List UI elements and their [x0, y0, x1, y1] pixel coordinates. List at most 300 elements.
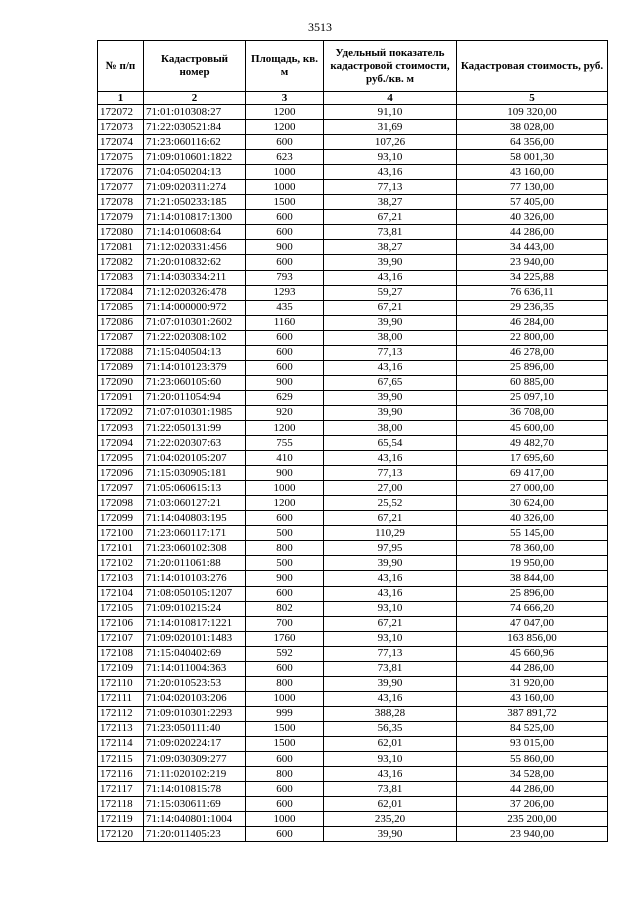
cadastral-number: 71:21:050233:185	[144, 195, 246, 210]
row-index: 172110	[98, 676, 144, 691]
row-index: 172119	[98, 812, 144, 827]
cadastral-number: 71:15:030905:181	[144, 466, 246, 481]
row-index: 172107	[98, 631, 144, 646]
row-index: 172114	[98, 736, 144, 751]
cadastral-cost-value: 31 920,00	[457, 676, 608, 691]
table-row	[98, 812, 608, 827]
row-index: 172115	[98, 752, 144, 767]
area-value: 1500	[246, 195, 324, 210]
cadastral-number: 71:23:060105:60	[144, 375, 246, 390]
area-value: 600	[246, 330, 324, 345]
row-index: 172076	[98, 165, 144, 180]
specific-rate-value: 43,16	[324, 165, 457, 180]
cadastral-cost-value: 58 001,30	[457, 150, 608, 165]
specific-rate-value: 67,21	[324, 300, 457, 315]
cadastral-number: 71:15:040504:13	[144, 345, 246, 360]
cadastral-cost-value: 22 800,00	[457, 330, 608, 345]
cadastral-number: 71:08:050105:1207	[144, 586, 246, 601]
cadastral-number: 71:20:010832:62	[144, 255, 246, 270]
cadastral-number: 71:09:010601:1822	[144, 150, 246, 165]
area-value: 600	[246, 782, 324, 797]
table-row	[98, 120, 608, 135]
table-row	[98, 165, 608, 180]
row-index: 172111	[98, 691, 144, 706]
table-row	[98, 586, 608, 601]
row-index: 172084	[98, 285, 144, 300]
specific-rate-value: 93,10	[324, 150, 457, 165]
area-value: 435	[246, 300, 324, 315]
table-row	[98, 436, 608, 451]
row-index: 172073	[98, 120, 144, 135]
table-row	[98, 195, 608, 210]
table-row	[98, 345, 608, 360]
header-specific-rate: Удельный показатель кадастровой стоимости, руб./кв. м	[324, 41, 457, 92]
cadastral-cost-value: 25 097,10	[457, 390, 608, 405]
area-value: 900	[246, 240, 324, 255]
cadastral-cost-value: 60 885,00	[457, 375, 608, 390]
specific-rate-value: 73,81	[324, 782, 457, 797]
area-value: 900	[246, 466, 324, 481]
page-number: 3513	[308, 20, 332, 34]
table-row	[98, 105, 608, 120]
specific-rate-value: 39,90	[324, 676, 457, 691]
cadastral-number: 71:23:060102:308	[144, 541, 246, 556]
area-value: 600	[246, 586, 324, 601]
specific-rate-value: 56,35	[324, 721, 457, 736]
specific-rate-value: 73,81	[324, 225, 457, 240]
area-value: 600	[246, 135, 324, 150]
header-cadastral-number: Кадастровый номер	[144, 41, 246, 92]
cadastral-number: 71:09:020311:274	[144, 180, 246, 195]
cadastral-cost-value: 40 326,00	[457, 511, 608, 526]
table-row	[98, 556, 608, 571]
row-index: 172101	[98, 541, 144, 556]
cadastral-number: 71:22:050131:99	[144, 420, 246, 435]
cadastral-cost-value: 38 028,00	[457, 120, 608, 135]
cadastral-number: 71:20:011061:88	[144, 556, 246, 571]
table-row	[98, 420, 608, 435]
row-index: 172092	[98, 405, 144, 420]
cadastral-cost-value: 93 015,00	[457, 736, 608, 751]
specific-rate-value: 39,90	[324, 315, 457, 330]
table-row	[98, 330, 608, 345]
area-value: 600	[246, 210, 324, 225]
area-value: 410	[246, 451, 324, 466]
specific-rate-value: 235,20	[324, 812, 457, 827]
column-number: 5	[457, 92, 608, 105]
specific-rate-value: 43,16	[324, 270, 457, 285]
cadastral-cost-value: 25 896,00	[457, 360, 608, 375]
specific-rate-value: 67,21	[324, 511, 457, 526]
area-value: 800	[246, 541, 324, 556]
header-cadastral-cost: Кадастровая стоимость, руб.	[457, 41, 608, 92]
cadastral-number: 71:22:030521:84	[144, 120, 246, 135]
cadastral-cost-value: 17 695,60	[457, 451, 608, 466]
specific-rate-value: 93,10	[324, 601, 457, 616]
area-value: 600	[246, 797, 324, 812]
cadastral-number: 71:14:010103:276	[144, 571, 246, 586]
cadastral-cost-value: 36 708,00	[457, 405, 608, 420]
cadastral-number: 71:14:000000:972	[144, 300, 246, 315]
cadastral-cost-value: 78 360,00	[457, 541, 608, 556]
cadastral-cost-value: 69 417,00	[457, 466, 608, 481]
table-row	[98, 646, 608, 661]
cadastral-number: 71:04:050204:13	[144, 165, 246, 180]
table-row	[98, 706, 608, 721]
specific-rate-value: 43,16	[324, 767, 457, 782]
table-row	[98, 210, 608, 225]
specific-rate-value: 65,54	[324, 436, 457, 451]
table-row	[98, 767, 608, 782]
area-value: 920	[246, 405, 324, 420]
cadastral-cost-value: 163 856,00	[457, 631, 608, 646]
specific-rate-value: 67,65	[324, 375, 457, 390]
specific-rate-value: 73,81	[324, 661, 457, 676]
row-index: 172109	[98, 661, 144, 676]
area-value: 1160	[246, 315, 324, 330]
area-value: 1000	[246, 481, 324, 496]
cadastral-number: 71:09:020224:17	[144, 736, 246, 751]
cadastral-number: 71:01:010308:27	[144, 105, 246, 120]
specific-rate-value: 91,10	[324, 105, 457, 120]
specific-rate-value: 38,00	[324, 420, 457, 435]
area-value: 1200	[246, 496, 324, 511]
specific-rate-value: 43,16	[324, 586, 457, 601]
row-index: 172113	[98, 721, 144, 736]
specific-rate-value: 97,95	[324, 541, 457, 556]
area-value: 600	[246, 511, 324, 526]
cadastral-number: 71:15:040402:69	[144, 646, 246, 661]
area-value: 592	[246, 646, 324, 661]
specific-rate-value: 38,27	[324, 195, 457, 210]
cadastral-cost-value: 34 443,00	[457, 240, 608, 255]
specific-rate-value: 77,13	[324, 466, 457, 481]
cadastral-number: 71:14:030334:211	[144, 270, 246, 285]
row-index: 172077	[98, 180, 144, 195]
area-value: 1200	[246, 105, 324, 120]
table-row	[98, 782, 608, 797]
cadastral-number: 71:12:020331:456	[144, 240, 246, 255]
cadastral-cost-value: 55 145,00	[457, 526, 608, 541]
table-header-row	[98, 41, 608, 92]
cadastral-number: 71:22:020307:63	[144, 436, 246, 451]
specific-rate-value: 93,10	[324, 752, 457, 767]
specific-rate-value: 77,13	[324, 646, 457, 661]
row-index: 172095	[98, 451, 144, 466]
specific-rate-value: 39,90	[324, 390, 457, 405]
specific-rate-value: 107,26	[324, 135, 457, 150]
specific-rate-value: 39,90	[324, 827, 457, 842]
cadastral-cost-value: 25 896,00	[457, 586, 608, 601]
area-value: 800	[246, 676, 324, 691]
cadastral-cost-value: 45 660,96	[457, 646, 608, 661]
specific-rate-value: 43,16	[324, 691, 457, 706]
cadastral-number: 71:14:010817:1221	[144, 616, 246, 631]
table-row	[98, 405, 608, 420]
cadastral-cost-value: 64 356,00	[457, 135, 608, 150]
column-number: 2	[144, 92, 246, 105]
table-row	[98, 526, 608, 541]
row-index: 172106	[98, 616, 144, 631]
specific-rate-value: 59,27	[324, 285, 457, 300]
row-index: 172120	[98, 827, 144, 842]
cadastral-cost-value: 44 286,00	[457, 225, 608, 240]
area-value: 1500	[246, 721, 324, 736]
table-row	[98, 150, 608, 165]
cadastral-number: 71:03:060127:21	[144, 496, 246, 511]
table-row	[98, 541, 608, 556]
cadastral-cost-value: 44 286,00	[457, 661, 608, 676]
cadastral-number: 71:14:010817:1300	[144, 210, 246, 225]
specific-rate-value: 39,90	[324, 556, 457, 571]
area-value: 802	[246, 601, 324, 616]
specific-rate-value: 388,28	[324, 706, 457, 721]
area-value: 600	[246, 360, 324, 375]
row-index: 172096	[98, 466, 144, 481]
specific-rate-value: 62,01	[324, 736, 457, 751]
row-index: 172118	[98, 797, 144, 812]
column-number: 1	[98, 92, 144, 105]
cadastral-number: 71:07:010301:1985	[144, 405, 246, 420]
cadastral-number: 71:15:030611:69	[144, 797, 246, 812]
table-row	[98, 676, 608, 691]
specific-rate-value: 27,00	[324, 481, 457, 496]
row-index: 172081	[98, 240, 144, 255]
table-row	[98, 360, 608, 375]
specific-rate-value: 43,16	[324, 451, 457, 466]
area-value: 793	[246, 270, 324, 285]
cadastral-number: 71:05:060615:13	[144, 481, 246, 496]
table-row	[98, 631, 608, 646]
table-row	[98, 736, 608, 751]
row-index: 172098	[98, 496, 144, 511]
cadastral-cost-value: 43 160,00	[457, 165, 608, 180]
area-value: 1293	[246, 285, 324, 300]
table-row	[98, 180, 608, 195]
cadastral-cost-value: 77 130,00	[457, 180, 608, 195]
table-row	[98, 300, 608, 315]
header-area: Площадь, кв. м	[246, 41, 324, 92]
cadastral-number: 71:23:060117:171	[144, 526, 246, 541]
table-row	[98, 571, 608, 586]
row-index: 172075	[98, 150, 144, 165]
cadastral-cost-value: 57 405,00	[457, 195, 608, 210]
row-index: 172082	[98, 255, 144, 270]
cadastral-cost-value: 38 844,00	[457, 571, 608, 586]
cadastral-number: 71:07:010301:2602	[144, 315, 246, 330]
specific-rate-value: 43,16	[324, 360, 457, 375]
row-index: 172089	[98, 360, 144, 375]
table-row	[98, 390, 608, 405]
cadastral-cost-value: 30 624,00	[457, 496, 608, 511]
specific-rate-value: 110,29	[324, 526, 457, 541]
area-value: 1760	[246, 631, 324, 646]
area-value: 1000	[246, 180, 324, 195]
cadastral-number: 71:11:020102:219	[144, 767, 246, 782]
row-index: 172108	[98, 646, 144, 661]
area-value: 500	[246, 526, 324, 541]
area-value: 629	[246, 390, 324, 405]
column-number-row	[98, 92, 608, 105]
area-value: 800	[246, 767, 324, 782]
cadastral-number: 71:14:040803:195	[144, 511, 246, 526]
cadastral-number: 71:14:040801:1004	[144, 812, 246, 827]
table-row	[98, 255, 608, 270]
specific-rate-value: 77,13	[324, 345, 457, 360]
specific-rate-value: 38,00	[324, 330, 457, 345]
area-value: 700	[246, 616, 324, 631]
area-value: 1200	[246, 120, 324, 135]
table-row	[98, 496, 608, 511]
area-value: 600	[246, 345, 324, 360]
specific-rate-value: 67,21	[324, 616, 457, 631]
table-row	[98, 661, 608, 676]
cadastral-number: 71:09:010215:24	[144, 601, 246, 616]
cadastral-value-table	[97, 40, 608, 842]
row-index: 172104	[98, 586, 144, 601]
cadastral-number: 71:20:011054:94	[144, 390, 246, 405]
table-row	[98, 315, 608, 330]
cadastral-cost-value: 19 950,00	[457, 556, 608, 571]
area-value: 1200	[246, 420, 324, 435]
table-row	[98, 797, 608, 812]
row-index: 172091	[98, 390, 144, 405]
table-row	[98, 466, 608, 481]
cadastral-number: 71:09:030309:277	[144, 752, 246, 767]
cadastral-number: 71:09:010301:2293	[144, 706, 246, 721]
cadastral-number: 71:23:050111:40	[144, 721, 246, 736]
cadastral-number: 71:20:010523:53	[144, 676, 246, 691]
cadastral-cost-value: 109 320,00	[457, 105, 608, 120]
table-row	[98, 721, 608, 736]
row-index: 172079	[98, 210, 144, 225]
table-row	[98, 270, 608, 285]
area-value: 1000	[246, 812, 324, 827]
cadastral-cost-value: 46 278,00	[457, 345, 608, 360]
row-index: 172099	[98, 511, 144, 526]
area-value: 755	[246, 436, 324, 451]
area-value: 600	[246, 225, 324, 240]
row-index: 172078	[98, 195, 144, 210]
cadastral-cost-value: 29 236,35	[457, 300, 608, 315]
cadastral-cost-value: 47 047,00	[457, 616, 608, 631]
specific-rate-value: 77,13	[324, 180, 457, 195]
cadastral-cost-value: 46 284,00	[457, 315, 608, 330]
area-value: 999	[246, 706, 324, 721]
area-value: 623	[246, 150, 324, 165]
table-row	[98, 481, 608, 496]
cadastral-number: 71:20:011405:23	[144, 827, 246, 842]
row-index: 172087	[98, 330, 144, 345]
area-value: 600	[246, 255, 324, 270]
column-number: 4	[324, 92, 457, 105]
cadastral-cost-value: 37 206,00	[457, 797, 608, 812]
specific-rate-value: 31,69	[324, 120, 457, 135]
specific-rate-value: 25,52	[324, 496, 457, 511]
cadastral-number: 71:14:011004:363	[144, 661, 246, 676]
cadastral-number: 71:09:020101:1483	[144, 631, 246, 646]
row-index: 172117	[98, 782, 144, 797]
specific-rate-value: 38,27	[324, 240, 457, 255]
table-row	[98, 752, 608, 767]
cadastral-cost-value: 43 160,00	[457, 691, 608, 706]
area-value: 600	[246, 827, 324, 842]
row-index: 172085	[98, 300, 144, 315]
row-index: 172086	[98, 315, 144, 330]
row-index: 172093	[98, 420, 144, 435]
cadastral-number: 71:22:020308:102	[144, 330, 246, 345]
cadastral-number: 71:04:020103:206	[144, 691, 246, 706]
cadastral-cost-value: 44 286,00	[457, 782, 608, 797]
cadastral-number: 71:12:020326:478	[144, 285, 246, 300]
specific-rate-value: 39,90	[324, 405, 457, 420]
row-index: 172094	[98, 436, 144, 451]
table-row	[98, 240, 608, 255]
table-row	[98, 601, 608, 616]
specific-rate-value: 67,21	[324, 210, 457, 225]
cadastral-cost-value: 74 666,20	[457, 601, 608, 616]
cadastral-number: 71:23:060116:62	[144, 135, 246, 150]
cadastral-cost-value: 49 482,70	[457, 436, 608, 451]
cadastral-cost-value: 235 200,00	[457, 812, 608, 827]
cadastral-cost-value: 84 525,00	[457, 721, 608, 736]
area-value: 1000	[246, 165, 324, 180]
area-value: 900	[246, 571, 324, 586]
row-index: 172074	[98, 135, 144, 150]
row-index: 172105	[98, 601, 144, 616]
table-row	[98, 451, 608, 466]
row-index: 172090	[98, 375, 144, 390]
specific-rate-value: 43,16	[324, 571, 457, 586]
row-index: 172083	[98, 270, 144, 285]
row-index: 172102	[98, 556, 144, 571]
row-index: 172112	[98, 706, 144, 721]
row-index: 172116	[98, 767, 144, 782]
cadastral-cost-value: 40 326,00	[457, 210, 608, 225]
table-row	[98, 511, 608, 526]
area-value: 900	[246, 375, 324, 390]
area-value: 600	[246, 661, 324, 676]
area-value: 600	[246, 752, 324, 767]
cadastral-cost-value: 34 528,00	[457, 767, 608, 782]
cadastral-cost-value: 27 000,00	[457, 481, 608, 496]
row-index: 172080	[98, 225, 144, 240]
row-index: 172088	[98, 345, 144, 360]
cadastral-number: 71:04:020105:207	[144, 451, 246, 466]
row-index: 172103	[98, 571, 144, 586]
cadastral-cost-value: 387 891,72	[457, 706, 608, 721]
table-body	[98, 105, 608, 842]
table-row	[98, 375, 608, 390]
table-row	[98, 616, 608, 631]
header-index: № п/п	[98, 41, 144, 92]
specific-rate-value: 93,10	[324, 631, 457, 646]
table-row	[98, 135, 608, 150]
cadastral-number: 71:14:010123:379	[144, 360, 246, 375]
table-row	[98, 827, 608, 842]
table-row	[98, 285, 608, 300]
area-value: 500	[246, 556, 324, 571]
row-index: 172100	[98, 526, 144, 541]
cadastral-cost-value: 76 636,11	[457, 285, 608, 300]
cadastral-cost-value: 23 940,00	[457, 255, 608, 270]
cadastral-cost-value: 23 940,00	[457, 827, 608, 842]
cadastral-cost-value: 55 860,00	[457, 752, 608, 767]
area-value: 1500	[246, 736, 324, 751]
specific-rate-value: 62,01	[324, 797, 457, 812]
cadastral-cost-value: 45 600,00	[457, 420, 608, 435]
cadastral-number: 71:14:010815:78	[144, 782, 246, 797]
